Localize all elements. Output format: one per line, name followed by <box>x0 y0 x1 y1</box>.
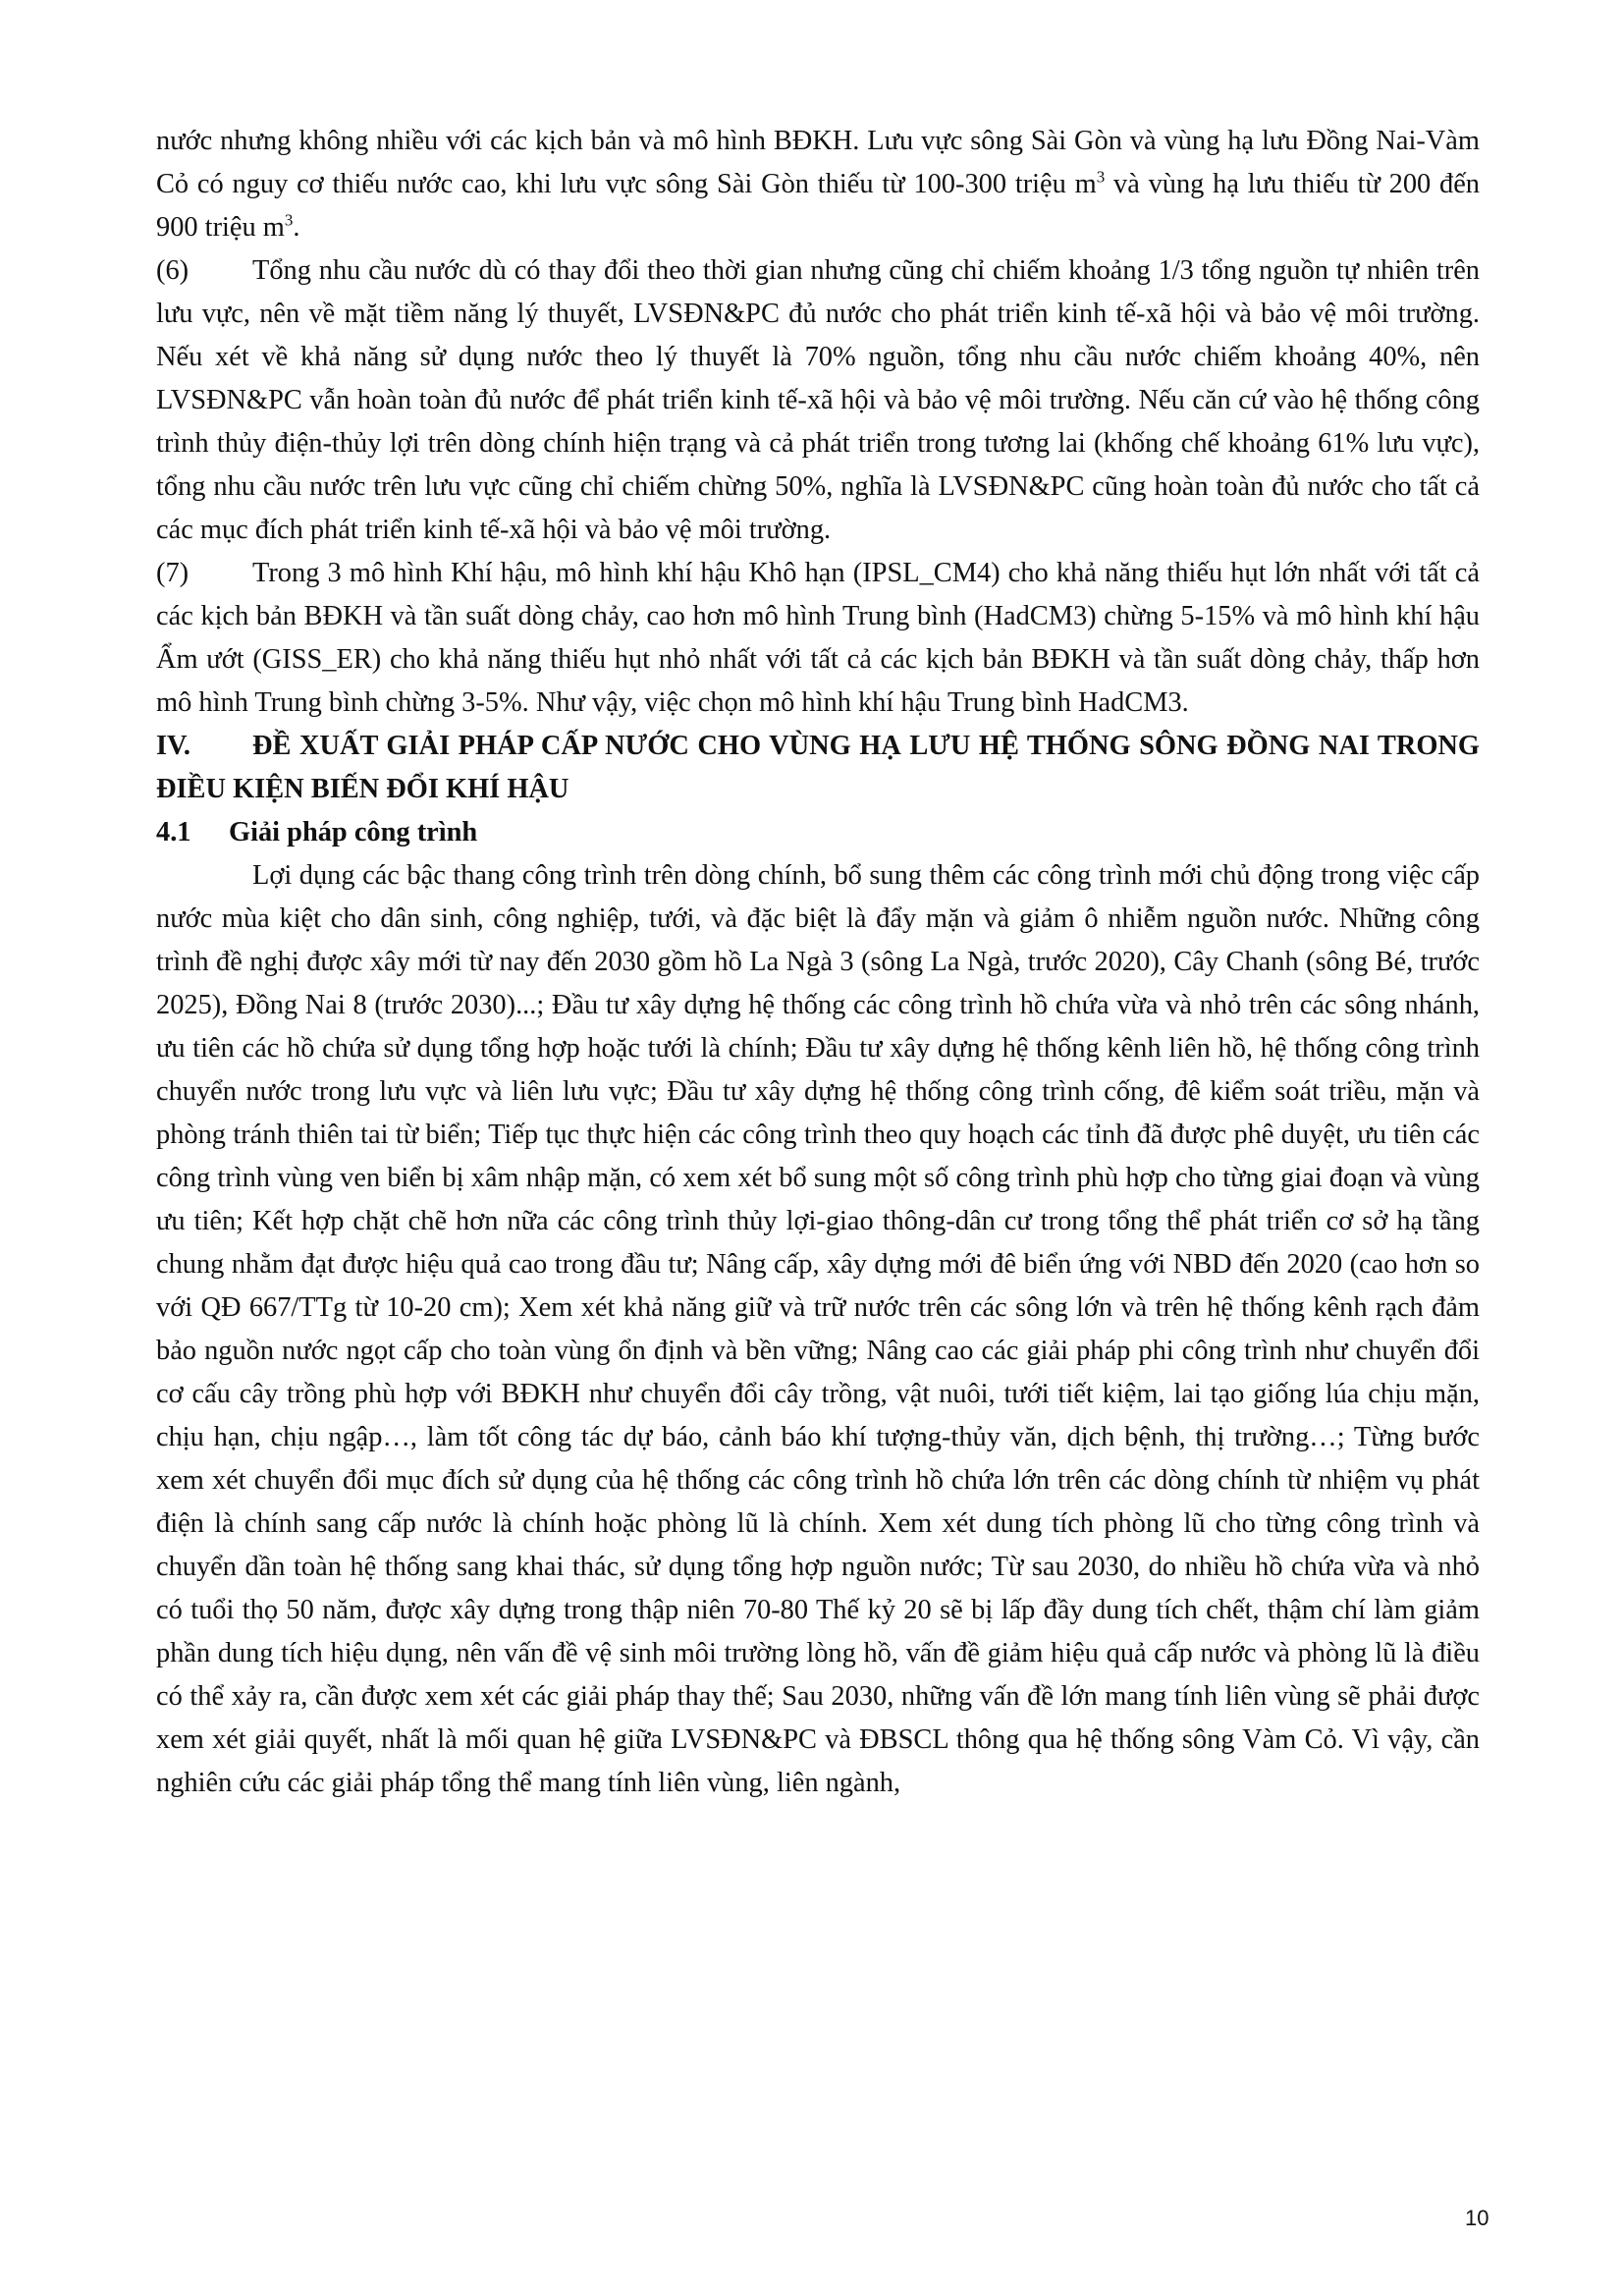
document-page <box>156 120 1480 1805</box>
paragraph-5-continuation <box>156 120 1480 249</box>
paragraph-7-number: (7) <box>156 558 189 588</box>
section-4-title: ĐỀ XUẤT GIẢI PHÁP CẤP NƯỚC CHO VÙNG HẠ LƯU HỆ THỐNG SÔNG ĐỒNG NAI TRONG ĐIỀU KIỆN BIẾN ĐỔI KHÍ HẬU <box>156 731 1480 804</box>
paragraph-7 <box>156 552 1480 725</box>
subsection-4-1-heading <box>156 811 1480 854</box>
paragraph-6 <box>156 249 1480 552</box>
subsection-4-1-title: Giải pháp công trình <box>229 817 478 847</box>
p5-superscript-2: 3 <box>284 210 294 230</box>
p5-superscript-1: 3 <box>1096 167 1106 187</box>
section-4-number: IV. <box>156 731 190 761</box>
paragraph-6-number: (6) <box>156 255 189 286</box>
section-4-heading <box>156 725 1480 811</box>
p5-text-c: . <box>293 212 300 243</box>
subsection-4-1-number: 4.1 <box>156 817 191 847</box>
paragraph-6-text: Tổng nhu cầu nước dù có thay đổi theo thời gian nhưng cũng chỉ chiếm khoảng 1/3 tổng nguồn tự nhiên trên lưu vực, nên về mặt tiềm năng lý thuyết, LVSĐN&PC đủ nước cho phát triển kinh tế-xã hội và bảo vệ môi trường. Nếu xét về khả năng sử dụng nước theo lý thuyết là 70% nguồn, tổng nhu cầu nước chiếm khoảng 40%, nên LVSĐN&PC vẫn hoàn toàn đủ nước để phát triển kinh tế-xã hội và bảo vệ môi trường. Nếu căn cứ vào hệ thống công trình thủy điện-thủy lợi trên dòng chính hiện trạng và cả phát triển trong tương lai (khống chế khoảng 61% lưu vực), tổng nhu cầu nước trên lưu vực cũng chỉ chiếm chừng 50%, nghĩa là LVSĐN&PC cũng hoàn toàn đủ nước cho tất cả các mục đích phát triển kinh tế-xã hội và bảo vệ môi trường. <box>156 255 1480 545</box>
p5-text-b: và vùng hạ lưu thiếu từ 200 đến 900 triệu m <box>156 169 1480 243</box>
paragraph-7-text: Trong 3 mô hình Khí hậu, mô hình khí hậu Khô hạn (IPSL_CM4) cho khả năng thiếu hụt lớn nhất với tất cả các kịch bản BĐKH và tần suất dòng chảy, cao hơn mô hình Trung bình (HadCM3) chừng 5-15% và mô hình khí hậu Ẩm ướt (GISS_ER) cho khả năng thiếu hụt nhỏ nhất với tất cả các kịch bản BĐKH và tần suất dòng chảy, thấp hơn mô hình Trung bình chừng 3-5%. Như vậy, việc chọn mô hình khí hậu Trung bình HadCM3. <box>156 558 1480 718</box>
page-number: 10 <box>1465 2206 1489 2230</box>
p5-text-a: nước nhưng không nhiều với các kịch bản và mô hình BĐKH. Lưu vực sông Sài Gòn và vùng hạ lưu Đồng Nai-Vàm Cỏ có nguy cơ thiếu nước cao, khi lưu vực sông Sài Gòn thiếu từ 100-300 triệu m <box>156 126 1480 199</box>
subsection-4-1-body: Lợi dụng các bậc thang công trình trên dòng chính, bổ sung thêm các công trình mới chủ động trong việc cấp nước mùa kiệt cho dân sinh, công nghiệp, tưới, và đặc biệt là đẩy mặn và giảm ô nhiễm nguồn nước. Những công trình đề nghị được xây mới từ nay đến 2030 gồm hồ La Ngà 3 (sông La Ngà, trước 2020), Cây Chanh (sông Bé, trước 2025), Đồng Nai 8 (trước 2030)...; Đầu tư xây dựng hệ thống các công trình hồ chứa vừa và nhỏ trên các sông nhánh, ưu tiên các hồ chứa sử dụng tổng hợp hoặc tưới là chính; Đầu tư xây dựng hệ thống kênh liên hồ, hệ thống công trình chuyển nước trong lưu vực và liên lưu vực; Đầu tư xây dựng hệ thống công trình cống, đê kiểm soát triều, mặn và phòng tránh thiên tai từ biển; Tiếp tục thực hiện các công trình theo quy hoạch các tỉnh đã được phê duyệt, ưu tiên các công trình vùng ven biển bị xâm nhập mặn, có xem xét bổ sung một số công trình phù hợp cho từng giai đoạn và vùng ưu tiên; Kết hợp chặt chẽ hơn nữa các công trình thủy lợi-giao thông-dân cư trong tổng thể phát triển cơ sở hạ tầng chung nhằm đạt được hiệu quả cao trong đầu tư; Nâng cấp, xây dựng mới đê biển ứng với NBD đến 2020 (cao hơn so với QĐ 667/TTg từ 10-20 cm); Xem xét khả năng giữ và trữ nước trên các sông lớn và trên hệ thống kênh rạch đảm bảo nguồn nước ngọt cấp cho toàn vùng ổn định và bền vững; Nâng cao các giải pháp phi công trình như chuyển đổi cơ cấu cây trồng phù hợp với BĐKH như chuyển đổi cây trồng, vật nuôi, tưới tiết kiệm, lai tạo giống lúa chịu mặn, chịu hạn, chịu ngập…, làm tốt công tác dự báo, cảnh báo khí tượng-thủy văn, dịch bệnh, thị trường…; Từng bước xem xét chuyển đổi mục đích sử dụng của hệ thống các công trình hồ chứa lớn trên các dòng chính từ nhiệm vụ phát điện là chính sang cấp nước là chính hoặc phòng lũ là chính. Xem xét dung tích phòng lũ cho từng công trình và chuyển dần toàn hệ thống sang khai thác, sử dụng tổng hợp nguồn nước; Từ sau 2030, do nhiều hồ chứa vừa và nhỏ có tuổi thọ 50 năm, được xây dựng trong thập niên 70-80 Thế kỷ 20 sẽ bị lấp đầy dung tích chết, thậm chí làm giảm phần dung tích hiệu dụng, nên vấn đề vệ sinh môi trường lòng hồ, vấn đề giảm hiệu quả cấp nước và phòng lũ là điều có thể xảy ra, cần được xem xét các giải pháp thay thế; Sau 2030, những vấn đề lớn mang tính liên vùng sẽ phải được xem xét giải quyết, nhất là mối quan hệ giữa LVSĐN&PC và ĐBSCL thông qua hệ thống sông Vàm Cỏ. Vì vậy, cần nghiên cứu các giải pháp tổng thể mang tính liên vùng, liên ngành, <box>156 860 1480 1798</box>
